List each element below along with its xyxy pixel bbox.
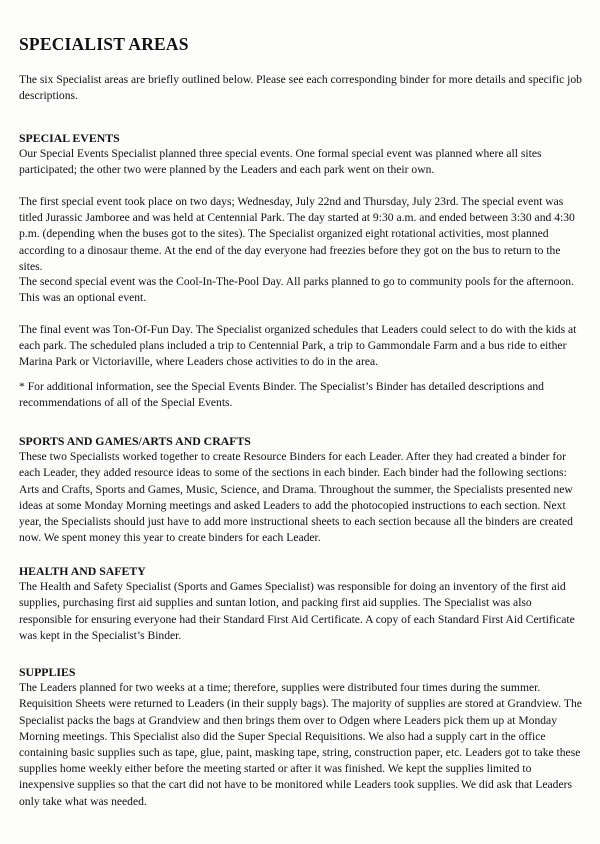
section-health-safety	[19, 563, 585, 644]
section-sports-arts	[19, 433, 585, 546]
special-events-paragraph-3: The second special event was the Cool-In-The-Pool Day. All parks planned to go to community pools for the afternoon. This was an optional event.	[19, 275, 574, 305]
special-events-paragraph-1: Our Special Events Specialist planned three special events. One formal special event was planned where all sites participated; the other two were planned by the Leaders and each park went on their own.	[19, 147, 542, 177]
health-safety-paragraph-1: The Health and Safety Specialist (Sports and Games Specialist) was responsible for doing an inventory of the first aid supplies, purchasing first aid supplies and suntan lotion, and packing first aid supplies. The Specialist was also responsible for ensuring everyone had their Standard First Aid Certificate. A copy of each Standard First Aid Certificate was kept in the Specialist’s Binder.	[19, 580, 575, 642]
section-heading-health-safety: HEALTH AND SAFETY	[19, 564, 146, 578]
supplies-paragraph-1: The Leaders planned for two weeks at a time; therefore, supplies were distributed four times during the summer. Requisition Sheets were returned to Leaders (in their supply bags). The majority of supplies are stored at Grandview. The Specialist packs the bags at Grandview and then brings them over to Odgen where Leaders pick them up at Monday Morning meetings. This Specialist also did the Super Special Requisitions. We also had a supply cart in the office containing basic supplies such as tape, glue, paint, masking tape, string, construction paper, etc. Leaders got to take these supplies home weekly either before the meeting started or after it was finished. We kept the supplies limited to inexpensive supplies so that the cart did not have to be monitored while Leaders took supplies. We did ask that Leaders only take what was needed.	[19, 681, 582, 808]
section-heading-special-events: SPECIAL EVENTS	[19, 131, 120, 145]
special-events-paragraph-2: The first special event took place on two days; Wednesday, July 22nd and Thursday, July 23rd. The special event was titled Jurassic Jamboree and was held at Centennial Park. The day started at 9:30 a.m. and ended between 3:30 and 4:30 p.m. (depending when the buses got to the sites). The Specialist organized eight rotational activities, most planned according to a dinosaur theme. At the end of the day everyone had freezies before they got on the bus to return to the sites.	[19, 195, 575, 273]
section-heading-supplies: SUPPLIES	[19, 665, 76, 679]
section-supplies	[19, 664, 585, 810]
section-heading-sports-arts: SPORTS AND GAMES/ARTS AND CRAFTS	[19, 434, 251, 448]
page-title: SPECIALIST AREAS	[19, 34, 189, 54]
sports-arts-paragraph-1: These two Specialists worked together to create Resource Binders for each Leader. After they had created a binder for each Leader, they added resource ideas to some of the sections in each binder. Each binder had the following sections: Arts and Crafts, Sports and Games, Music, Science, and Drama. Throughout the summer, the Specialists presented new ideas at some Monday Morning meetings and asked Leaders to add the photocopied instructions to each section. Next year, the Specialists should just have to add more instructional sheets to each section because all the binders are created now. We spent money this year to create binders for each Leader.	[19, 450, 573, 545]
special-events-paragraph-5: * For additional information, see the Special Events Binder. The Specialist’s Binder has detailed descriptions and recommendations of all of the Special Events.	[19, 380, 544, 410]
special-events-paragraph-4: The final event was Ton-Of-Fun Day. The Specialist organized schedules that Leaders could select to do with the kids at each park. The scheduled plans included a trip to Centennial Park, a trip to Gammondale Farm and a bus ride to either Marina Park or Victoriaville, where Leaders chose activities to do in the area.	[19, 323, 577, 369]
intro-paragraph: The six Specialist areas are briefly outlined below. Please see each corresponding binder for more details and specific job descriptions.	[19, 73, 582, 103]
section-special-events	[19, 130, 585, 179]
